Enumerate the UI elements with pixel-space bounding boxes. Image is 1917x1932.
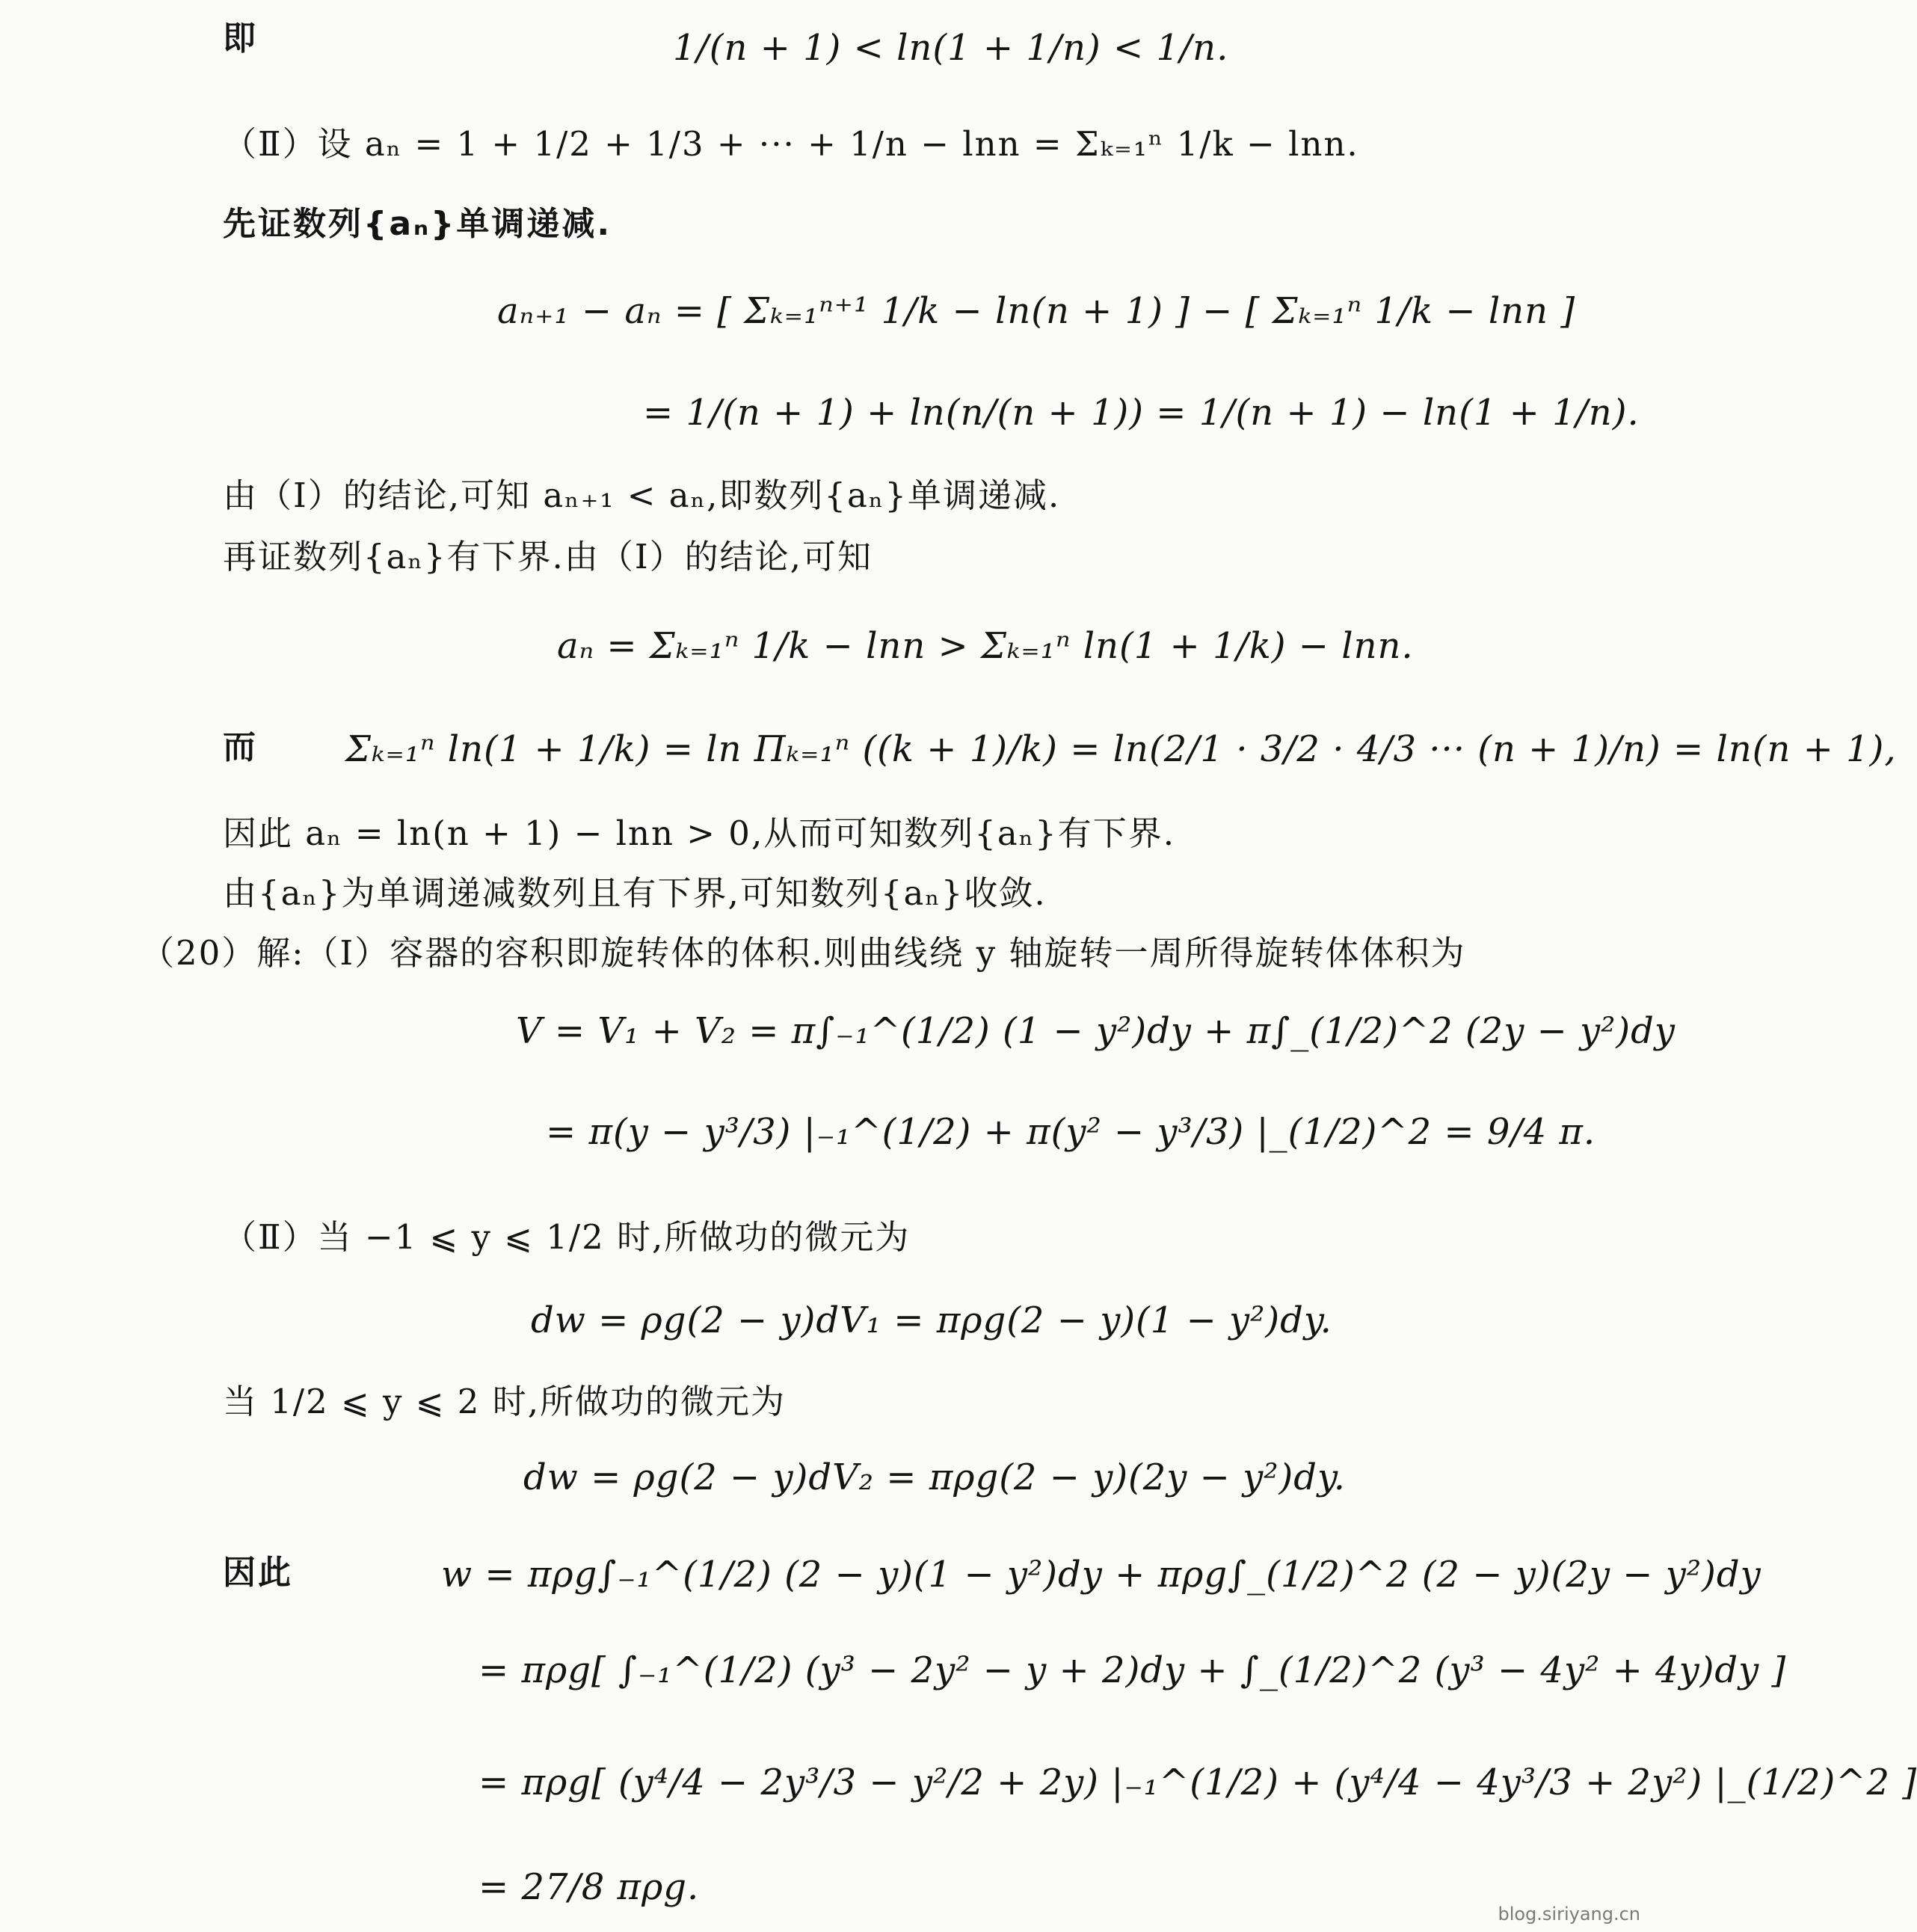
math-dw-2: dw = ρg(2 − y)dV₂ = πρg(2 − y)(2y − y²)dy. <box>523 1456 1346 1498</box>
text-positive: 因此 aₙ = ln(n + 1) − lnn > 0,从而可知数列{aₙ}有下界. <box>223 813 1176 853</box>
text-work-case-1: （Ⅱ）当 −1 ⩽ y ⩽ 1/2 时,所做功的微元为 <box>223 1217 911 1257</box>
math-volume-1: V = V₁ + V₂ = π∫₋₁^(1/2) (1 − y²)dy + π∫_(1/2)^2 (2y − y²)dy <box>516 1010 1676 1052</box>
text-converge: 由{aₙ}为单调递减数列且有下界,可知数列{aₙ}收敛. <box>223 873 1047 913</box>
math-inequality: 1/(n + 1) < ln(1 + 1/n) < 1/n. <box>673 27 1229 69</box>
text-yinci: 因此 <box>223 1554 293 1592</box>
text-ji: 即 <box>223 19 258 58</box>
math-work-3: = πρg[ (y⁴/4 − 2y³/3 − y²/2 + 2y) |₋₁^(1/2) + (y⁴/4 − 4y³/3 + 2y²) |_(1/2)^2 ] <box>479 1762 1917 1803</box>
text-prove-decreasing: 先证数列{aₙ}单调递减. <box>223 205 612 243</box>
text-er: 而 <box>223 728 258 766</box>
math-work-4: = 27/8 πρg. <box>479 1866 700 1908</box>
watermark: blog.siriyang.cn <box>1498 1904 1640 1925</box>
text-prove-bounded: 再证数列{aₙ}有下界.由（Ⅰ）的结论,可知 <box>223 537 873 576</box>
text-work-case-2: 当 1/2 ⩽ y ⩽ 2 时,所做功的微元为 <box>223 1382 787 1421</box>
math-dw-1: dw = ρg(2 − y)dV₁ = πρg(2 − y)(1 − y²)dy. <box>531 1299 1332 1341</box>
q20-intro: （20）解:（Ⅰ）容器的容积即旋转体的体积.则曲线绕 y 轴旋转一周所得旋转体体积为 <box>141 933 1466 973</box>
math-volume-2: = π(y − y³/3) |₋₁^(1/2) + π(y² − y³/3) |_(1/2)^2 = 9/4 π. <box>546 1111 1596 1153</box>
math-difference-1: aₙ₊₁ − aₙ = [ Σₖ₌₁ⁿ⁺¹ 1/k − ln(n + 1) ] − [ Σₖ₌₁ⁿ 1/k − lnn ] <box>497 290 1576 332</box>
math-difference-2: = 1/(n + 1) + ln(n/(n + 1)) = 1/(n + 1) − ln(1 + 1/n). <box>643 392 1640 434</box>
math-work-2: = πρg[ ∫₋₁^(1/2) (y³ − 2y² − y + 2)dy + ∫_(1/2)^2 (y³ − 4y² + 4y)dy ] <box>479 1649 1787 1691</box>
math-product: Σₖ₌₁ⁿ ln(1 + 1/k) = ln Πₖ₌₁ⁿ ((k + 1)/k) = ln(2/1 · 3/2 · 4/3 ··· (n + 1)/n) = ln(n + 1), <box>345 728 1897 770</box>
math-work-1: w = πρg∫₋₁^(1/2) (2 − y)(1 − y²)dy + πρg∫_(1/2)^2 (2 − y)(2y − y²)dy <box>441 1554 1761 1596</box>
part2-definition: （Ⅱ）设 aₙ = 1 + 1/2 + 1/3 + ··· + 1/n − lnn = Σₖ₌₁ⁿ 1/k − lnn. <box>223 124 1359 164</box>
math-bound-inequality: aₙ = Σₖ₌₁ⁿ 1/k − lnn > Σₖ₌₁ⁿ ln(1 + 1/k) − lnn. <box>557 625 1414 667</box>
text-conclude-decreasing: 由（Ⅰ）的结论,可知 aₙ₊₁ < aₙ,即数列{aₙ}单调递减. <box>223 476 1061 515</box>
